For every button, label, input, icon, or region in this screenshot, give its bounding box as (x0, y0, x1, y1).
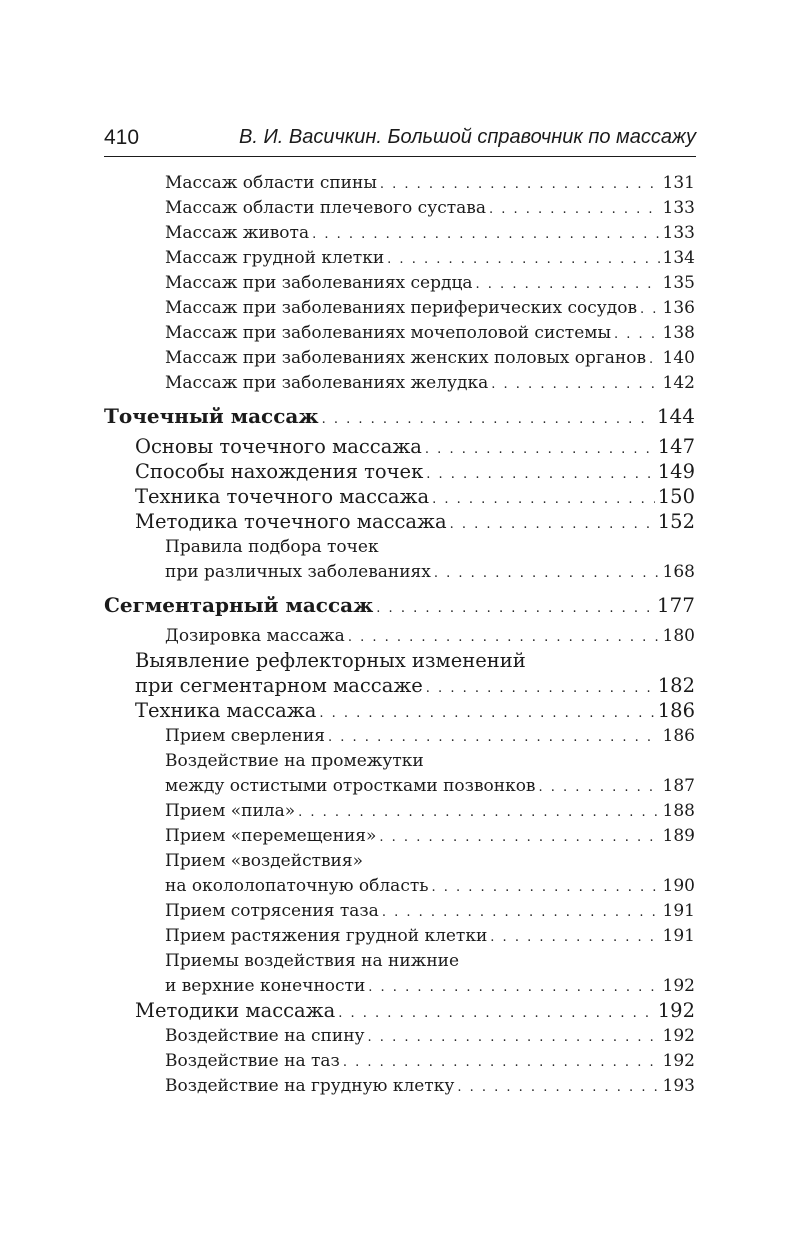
toc-entry (165, 172, 695, 196)
toc-entry (165, 625, 695, 649)
toc-entry-page: 188 (662, 801, 695, 821)
toc-entry (165, 347, 695, 371)
toc-entry (135, 436, 695, 461)
toc-entry-title-line1: Правила подбора точек (165, 537, 379, 557)
toc-section-title: Точечный массаж (104, 405, 319, 428)
toc-entry (165, 247, 695, 271)
toc-entry-page: 134 (662, 248, 695, 268)
dot-leader (614, 324, 660, 346)
dot-leader (457, 1077, 659, 1099)
toc-entry-title: Основы точечного массажа (135, 436, 422, 458)
dot-leader (476, 274, 660, 296)
toc-entry-page: 152 (657, 511, 695, 533)
dot-leader (376, 598, 654, 620)
toc-entry-page: 133 (662, 198, 695, 218)
toc-entry-page: 190 (662, 876, 695, 896)
toc-entry-page: 135 (662, 273, 695, 293)
toc-entry-title: при сегментарном массаже (135, 675, 423, 697)
toc-entry-title: Массаж при заболеваниях периферических сосудов (165, 298, 638, 318)
toc-entry-title: Воздействие на таз (165, 1051, 340, 1071)
running-header (104, 124, 696, 157)
toc-entry-title: Методики массажа (135, 1000, 336, 1022)
toc-entry-title: Массаж при заболеваниях желудка (165, 373, 489, 393)
toc-entry-page: 136 (662, 298, 695, 318)
toc-entry-title: между остистыми отростками позвонков (165, 776, 536, 796)
dot-leader (380, 174, 660, 196)
toc-section-page: 144 (656, 405, 695, 428)
toc-section-title: Сегментарный массаж (104, 594, 374, 617)
dot-leader (387, 249, 659, 271)
toc-entry-title: на окололопаточную область (165, 876, 429, 896)
toc-entry-title: Массаж при заболеваниях женских половых органов (165, 348, 647, 368)
toc-entry-title: Массаж при заболеваниях сердца (165, 273, 473, 293)
toc-entry-title: Массаж грудной клетки (165, 248, 385, 268)
toc-entry (165, 725, 695, 749)
toc-entry-page: 189 (662, 826, 695, 846)
dot-leader (649, 349, 660, 371)
dot-leader (489, 199, 660, 221)
toc-entry (165, 825, 695, 849)
dot-leader (450, 514, 655, 536)
dot-leader (640, 299, 660, 321)
toc-entry-page: 142 (662, 373, 695, 393)
dot-leader (348, 627, 660, 649)
toc-entry-page: 187 (662, 776, 695, 796)
dot-leader (379, 827, 659, 849)
toc-entry-title-line1: Приемы воздействия на нижние (165, 951, 460, 971)
dot-leader (434, 563, 660, 585)
toc-entry-page: 168 (662, 562, 695, 582)
toc-entry-title: Воздействие на спину (165, 1026, 365, 1046)
toc-entry-title-line1: Прием «воздействия» (165, 851, 364, 871)
dot-leader (338, 1003, 655, 1025)
toc-entry (165, 1075, 695, 1099)
toc-entry (135, 1000, 695, 1025)
toc-entry (165, 561, 695, 585)
toc-entry-title: Воздействие на грудную клетку (165, 1076, 455, 1096)
toc-entry-page: 131 (662, 173, 695, 193)
dot-leader (539, 777, 660, 799)
toc-entry-title: Техника массажа (135, 700, 317, 722)
toc-entry-page: 182 (657, 675, 695, 697)
toc-entry-title: Массаж области спины (165, 173, 377, 193)
toc-entry-title: Массаж при заболеваниях мочеполовой системы (165, 323, 612, 343)
toc-entry-page: 186 (657, 700, 695, 722)
toc-entry (165, 222, 695, 246)
dot-leader (312, 224, 659, 246)
toc-entry (165, 800, 695, 824)
toc-entry-title: Прием сотрясения таза (165, 901, 379, 921)
toc-entry-title: Массаж живота (165, 223, 310, 243)
toc-entry (165, 197, 695, 221)
dot-leader (368, 977, 659, 999)
toc-entry-page: 192 (662, 1051, 695, 1071)
toc-entry (165, 775, 695, 799)
toc-entry-page: 191 (662, 926, 695, 946)
toc-entry-title: Прием растяжения грудной клетки (165, 926, 488, 946)
toc-entry-title: Прием «перемещения» (165, 826, 377, 846)
toc-entry-page: 192 (657, 1000, 695, 1022)
toc-entry-page: 192 (662, 976, 695, 996)
running-title: В. И. Васичкин. Большой справочник по массажу (239, 126, 696, 148)
dot-leader (426, 678, 655, 700)
dot-leader (368, 1027, 660, 1049)
toc-entry-page: 192 (662, 1026, 695, 1046)
toc-entry-title: Прием сверления (165, 726, 326, 746)
toc-entry (165, 322, 695, 346)
dot-leader (343, 1052, 660, 1074)
toc-entry (135, 675, 695, 700)
toc-entry-page: 147 (657, 436, 695, 458)
toc-section-page: 177 (656, 594, 695, 617)
toc-entry-page: 180 (662, 626, 695, 646)
toc-entry (135, 486, 695, 511)
toc-entry-title: Массаж области плечевого сустава (165, 198, 486, 218)
toc-entry-page: 140 (662, 348, 695, 368)
toc-entry (165, 272, 695, 296)
dot-leader (322, 409, 654, 431)
toc-entry (135, 511, 695, 536)
dot-leader (490, 927, 659, 949)
dot-leader (425, 439, 655, 461)
dot-leader (319, 703, 654, 725)
toc-entry (165, 925, 695, 949)
toc-section (104, 405, 695, 431)
toc-entry-page: 149 (657, 461, 695, 483)
toc-entry-page: 138 (662, 323, 695, 343)
dot-leader (382, 902, 660, 924)
toc-entry (165, 900, 695, 924)
page-number: 410 (104, 126, 140, 149)
toc-entry-title: Прием «пила» (165, 801, 296, 821)
toc-entry-title-line1: Выявление рефлекторных изменений (135, 649, 526, 672)
toc-section (104, 594, 695, 620)
toc-entry (165, 297, 695, 321)
toc-entry (165, 372, 695, 396)
toc-entry-title-line1: Воздействие на промежутки (165, 751, 424, 771)
toc-entry-title: Методика точечного массажа (135, 511, 447, 533)
dot-leader (328, 727, 660, 749)
toc-entry-page: 193 (662, 1076, 695, 1096)
dot-leader (298, 802, 659, 824)
toc-entry (135, 700, 695, 725)
toc-entry-title: при различных заболеваниях (165, 562, 431, 582)
toc-entry (165, 975, 695, 999)
toc-entry-title: и верхние конечности (165, 976, 366, 996)
dot-leader (432, 877, 660, 899)
toc-entry-title: Способы нахождения точек (135, 461, 424, 483)
toc-entry-page: 191 (662, 901, 695, 921)
toc-entry-page: 133 (662, 223, 695, 243)
toc-entry (165, 1050, 695, 1074)
toc-entry (135, 461, 695, 486)
toc-entry (165, 875, 695, 899)
dot-leader (426, 464, 655, 486)
toc-entry-title: Дозировка массажа (165, 626, 345, 646)
dot-leader (491, 374, 659, 396)
toc-entry-page: 186 (662, 726, 695, 746)
toc-entry-title: Техника точечного массажа (135, 486, 430, 508)
dot-leader (432, 489, 655, 511)
toc-entry-page: 150 (657, 486, 695, 508)
toc-entry (165, 1025, 695, 1049)
